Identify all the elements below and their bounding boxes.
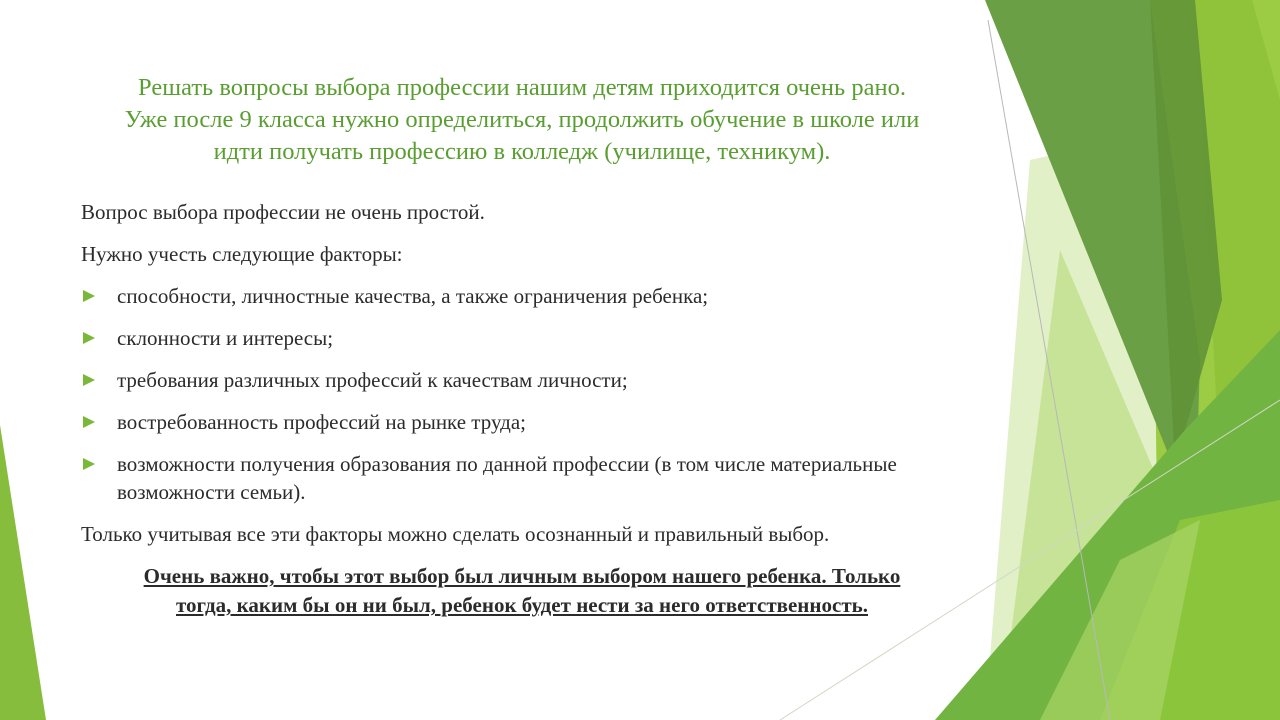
emphasis-line: Очень важно, чтобы этот выбор был личным выбором нашего ребенка. Только bbox=[143, 564, 901, 588]
intro-paragraph: Вопрос выбора профессии не очень простой. bbox=[81, 200, 485, 224]
conclusion-paragraph: Только учитывая все эти факторы можно сделать осознанный и правильный выбор. bbox=[81, 522, 830, 546]
list-item-text: склонности и интересы; bbox=[117, 326, 334, 350]
slide-body bbox=[81, 198, 971, 620]
factors-list bbox=[81, 282, 971, 506]
list-item bbox=[81, 282, 971, 310]
list-item-text: возможности получения образования по данной профессии (в том числе материальные возможности семьи). bbox=[117, 452, 897, 504]
list-item-text: востребованность профессий на рынке труда; bbox=[117, 410, 526, 434]
triangle-bullet-icon bbox=[83, 416, 95, 428]
list-item bbox=[81, 324, 971, 352]
list-item bbox=[81, 408, 971, 436]
list-item bbox=[81, 366, 971, 394]
triangle-bullet-icon bbox=[83, 374, 95, 386]
list-item bbox=[81, 450, 971, 506]
emphasis-line: тогда, каким бы он ни был, ребенок будет нести за него ответственность. bbox=[176, 593, 868, 617]
left-green-wedge bbox=[0, 425, 46, 720]
list-item-text: требования различных профессий к качествам личности; bbox=[117, 368, 628, 392]
slide-title-line: Решать вопросы выбора профессии нашим детям приходится очень рано. bbox=[138, 74, 906, 101]
emphasis-paragraph bbox=[81, 562, 971, 620]
triangle-bullet-icon bbox=[83, 332, 95, 344]
list-item-text: способности, личностные качества, а также ограничения ребенка; bbox=[117, 284, 709, 308]
slide-title-line: идти получать профессию в колледж (училище, техникум). bbox=[213, 138, 831, 165]
triangle-bullet-icon bbox=[83, 290, 95, 302]
factors-lead-paragraph: Нужно учесть следующие факторы: bbox=[81, 242, 403, 266]
triangle-bullet-icon bbox=[83, 458, 95, 470]
slide-title bbox=[80, 72, 964, 168]
slide-title-line: Уже после 9 класса нужно определиться, продолжить обучение в школе или bbox=[124, 106, 920, 133]
